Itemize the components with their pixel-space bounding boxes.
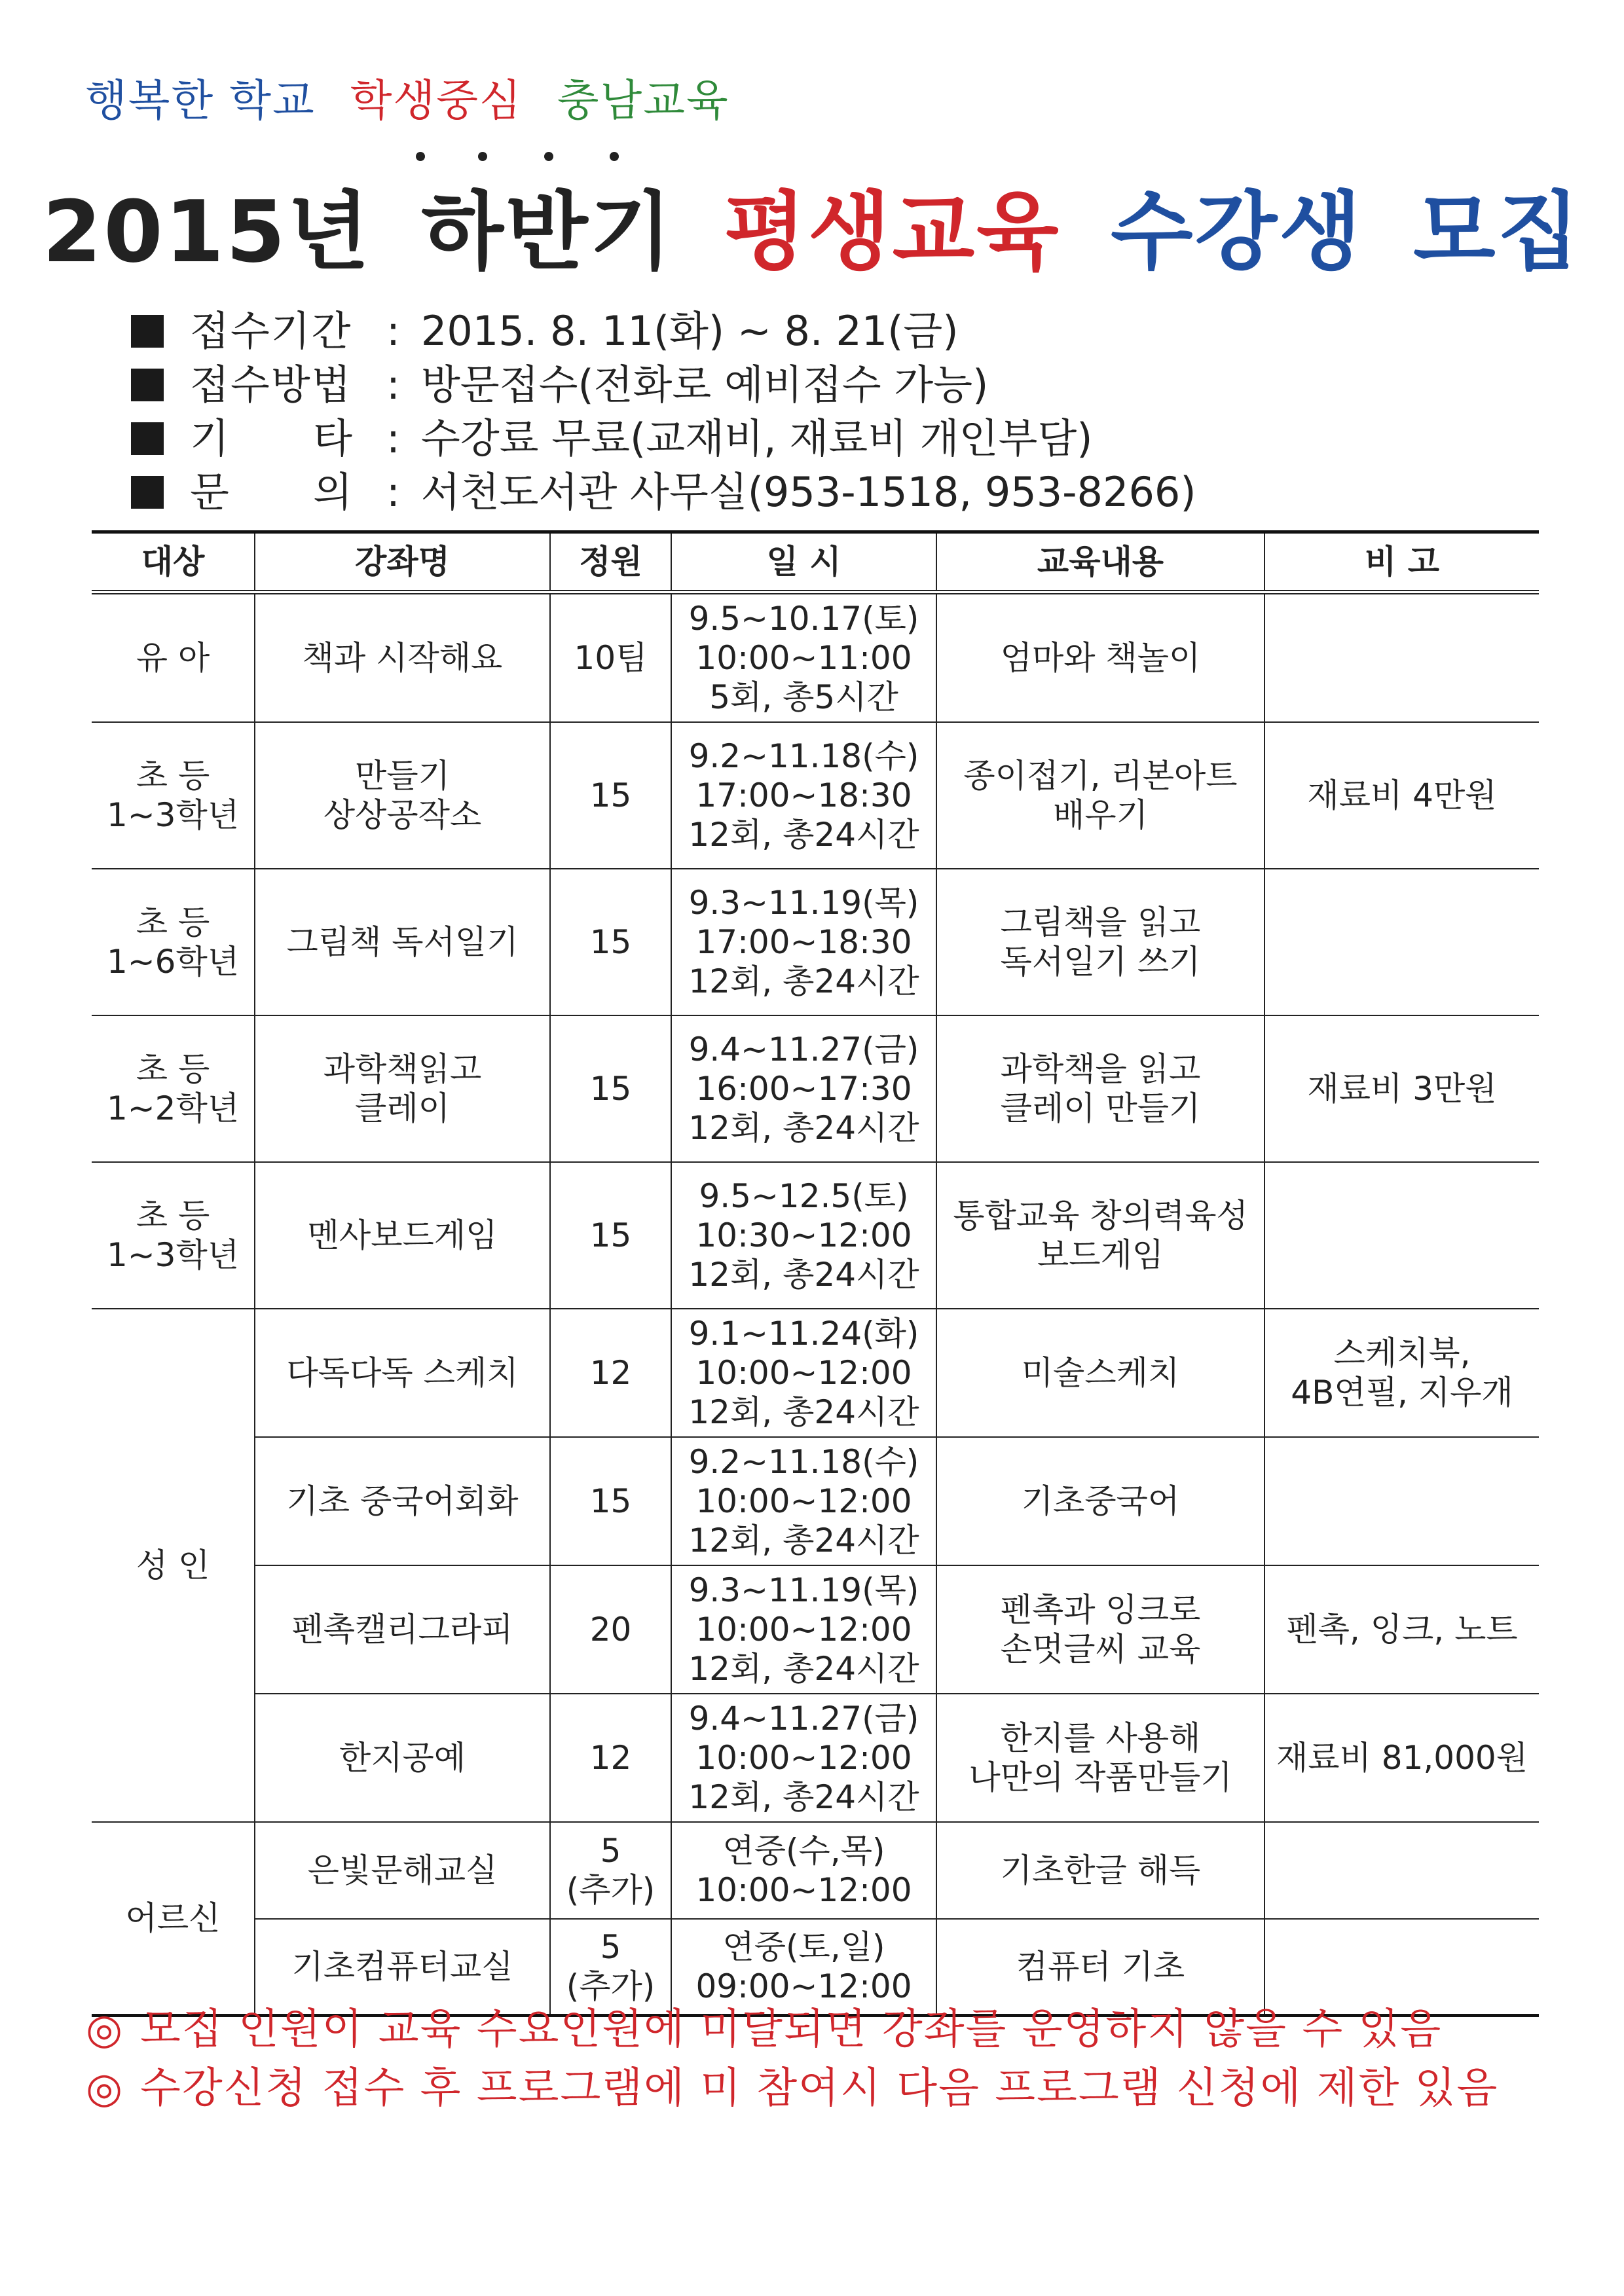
double-circle-icon: ◎ [86,2064,124,2113]
note-item [85,2000,1498,2059]
info-row-etc: 기 타 : 수강료 무료(교재비, 재료비 개인부담) [131,412,1196,465]
cell-course-name: 기초컴퓨터교실 [255,1919,550,2016]
cell-content: 기초한글 해득 [936,1822,1264,1919]
cell-target: 성 인 [92,1309,255,1822]
table-row [92,1162,1539,1309]
table-row [92,869,1539,1015]
cell-schedule: 9.5~10.17(토) 10:00~11:00 5회, 총5시간 [671,592,936,722]
square-bullet-icon [131,476,164,509]
cell-target: 초 등 1~6학년 [92,869,255,1015]
cell-schedule: 9.4~11.27(금) 10:00~12:00 12회, 총24시간 [671,1694,936,1822]
slogan-part-3: 충남교육 [557,75,729,126]
title-year: 2015년 [42,182,372,282]
cell-capacity: 15 [550,1162,671,1309]
cell-course-name: 그림책 독서일기 [255,869,550,1015]
square-bullet-icon [131,422,164,455]
cell-target: 어르신 [92,1822,255,2016]
cell-target: 초 등 1~3학년 [92,1162,255,1309]
cell-schedule: 연중(수,목) 10:00~12:00 [671,1822,936,1919]
cell-capacity: 15 [550,1015,671,1162]
cell-schedule: 9.5~12.5(토) 10:30~12:00 12회, 총24시간 [671,1162,936,1309]
cell-course-name: 기초 중국어회화 [255,1437,550,1565]
cell-content: 그림책을 읽고 독서일기 쓰기 [936,869,1264,1015]
cell-note [1264,1162,1539,1309]
cell-target: 초 등 1~3학년 [92,722,255,869]
table-row [92,1309,1539,1437]
cell-content: 과학책을 읽고 클레이 만들기 [936,1015,1264,1162]
title-half: 하반기 [421,182,674,282]
cell-capacity: 15 [550,722,671,869]
cell-note [1264,869,1539,1015]
header-capacity: 정원 [550,532,671,592]
cell-schedule: 9.3~11.19(목) 10:00~12:00 12회, 총24시간 [671,1565,936,1694]
cell-capacity: 5 (추가) [550,1919,671,2016]
info-row-method: 접수방법 : 방문접수(전화로 예비접수 가능) [131,358,1196,412]
cell-note: 재료비 81,000원 [1264,1694,1539,1822]
info-list [131,304,1196,519]
table-row [92,592,1539,722]
info-label: 접수방법 [190,361,352,409]
note-text: 수강신청 접수 후 프로그램에 미 참여시 다음 프로그램 신청에 제한 있음 [140,2064,1499,2113]
cell-schedule: 9.2~11.18(수) 17:00~18:30 12회, 총24시간 [671,722,936,869]
cell-note [1264,1822,1539,1919]
cell-course-name: 멘사보드게임 [255,1162,550,1309]
table-body [92,592,1539,2016]
slogan-part-1: 행복한 학교 [85,75,316,126]
header-content: 교육내용 [936,532,1264,592]
info-value: 서천도서관 사무실(953-1518, 953-8266) [420,468,1196,516]
cell-content: 엄마와 책놀이 [936,592,1264,722]
table-row [92,1015,1539,1162]
cell-course-name: 책과 시작해요 [255,592,550,722]
cell-note: 재료비 4만원 [1264,722,1539,869]
cell-content: 컴퓨터 기초 [936,1919,1264,2016]
double-circle-icon: ◎ [86,2005,124,2054]
cell-schedule: 9.4~11.27(금) 16:00~17:30 12회, 총24시간 [671,1015,936,1162]
square-bullet-icon [131,369,164,401]
info-value: 2015. 8. 11(화) ~ 8. 21(금) [420,307,959,355]
cell-schedule: 연중(토,일) 09:00~12:00 [671,1919,936,2016]
info-label: 문 의 [190,468,354,516]
note-item [85,2059,1498,2118]
table-row [92,722,1539,869]
header-schedule: 일 시 [671,532,936,592]
cell-content: 통합교육 창의력육성 보드게임 [936,1162,1264,1309]
cell-note [1264,592,1539,722]
schedule-table [92,530,1539,2017]
cell-note: 펜촉, 잉크, 노트 [1264,1565,1539,1694]
cell-capacity: 12 [550,1309,671,1437]
cell-capacity: 15 [550,1437,671,1565]
cell-capacity: 20 [550,1565,671,1694]
slogan-part-2: 학생중심 [350,75,523,126]
cell-capacity: 12 [550,1694,671,1822]
cell-content: 한지를 사용해 나만의 작품만들기 [936,1694,1264,1822]
cell-course-name: 펜촉캘리그라피 [255,1565,550,1694]
cell-target: 초 등 1~2학년 [92,1015,255,1162]
cell-target: 유 아 [92,592,255,722]
title-lifelong: 평생교육 [724,182,1061,282]
note-text: 모집 인원이 교육 수요인원에 미달되면 강좌를 운영하지 않을 수 있음 [140,2005,1443,2054]
cell-capacity: 5 (추가) [550,1822,671,1919]
cell-course-name: 과학책읽고 클레이 [255,1015,550,1162]
table-row [92,1694,1539,1822]
cell-course-name: 다독다독 스케치 [255,1309,550,1437]
cell-course-name: 한지공예 [255,1694,550,1822]
cell-note [1264,1437,1539,1565]
title-recruit: 모집 [1413,182,1582,282]
info-row-contact: 문 의 : 서천도서관 사무실(953-1518, 953-8266) [131,465,1196,519]
cell-schedule: 9.1~11.24(화) 10:00~12:00 12회, 총24시간 [671,1309,936,1437]
page-title [0,164,1624,286]
info-label: 기 타 [190,414,354,462]
cell-course-name: 은빛문해교실 [255,1822,550,1919]
info-value: 방문접수(전화로 예비접수 가능) [420,361,989,409]
table-row [92,1822,1539,1919]
cell-capacity: 10팀 [550,592,671,722]
table-row [92,1565,1539,1694]
cell-schedule: 9.3~11.19(목) 17:00~18:30 12회, 총24시간 [671,869,936,1015]
cell-schedule: 9.2~11.18(수) 10:00~12:00 12회, 총24시간 [671,1437,936,1565]
header-target: 대상 [92,532,255,592]
notes [85,2000,1498,2118]
table-header-row [92,532,1539,592]
cell-content: 펜촉과 잉크로 손멋글씨 교육 [936,1565,1264,1694]
info-row-period: 접수기간 : 2015. 8. 11(화) ~ 8. 21(금) [131,304,1196,358]
cell-course-name: 만들기 상상공작소 [255,722,550,869]
header-note: 비 고 [1264,532,1539,592]
table-row [92,1437,1539,1565]
cell-content: 종이접기, 리본아트 배우기 [936,722,1264,869]
cell-content: 미술스케치 [936,1309,1264,1437]
cell-note: 스케치북, 4B연필, 지우개 [1264,1309,1539,1437]
square-bullet-icon [131,315,164,348]
slogan [85,65,749,128]
info-label: 접수기간 [190,307,352,355]
cell-capacity: 15 [550,869,671,1015]
title-students: 수강생 [1111,182,1363,282]
info-value: 수강료 무료(교재비, 재료비 개인부담) [420,414,1093,462]
header-course: 강좌명 [255,532,550,592]
cell-content: 기초중국어 [936,1437,1264,1565]
cell-note: 재료비 3만원 [1264,1015,1539,1162]
